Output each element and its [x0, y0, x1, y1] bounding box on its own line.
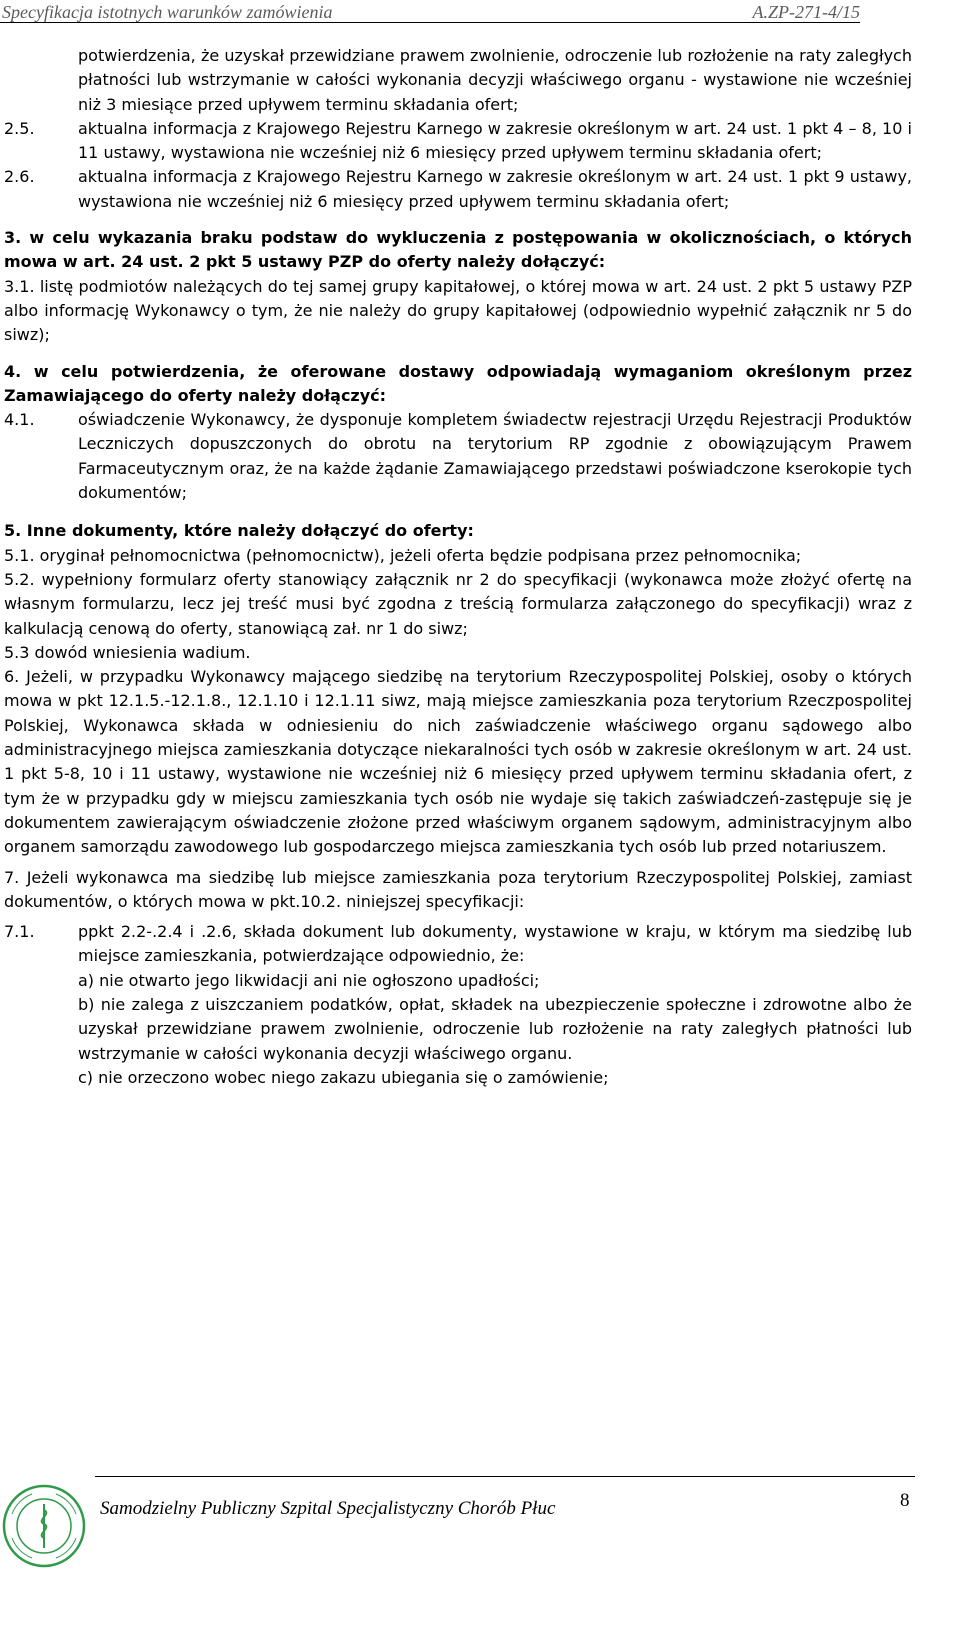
hospital-seal-logo: [2, 1484, 86, 1568]
item-4-1: [4, 408, 912, 505]
section-4-heading: 4. w celu potwierdzenia, że oferowane dostawy odpowiadają wymaganiom określonym przez Zamawiającego do oferty należy dołączyć:: [4, 361, 912, 405]
item-3-1: 3.1. listę podmiotów należących do tej samej grupy kapitałowej, o której mowa w art. 24 ust. 2 pkt 5 ustawy PZP albo informację Wykonawcy o tym, że nie należy do grupy kapitałowej (odpowiednio wypełnić załącznik nr 5 do siwz);: [4, 276, 912, 345]
item-text: aktualna informacja z Krajowego Rejestru Karnego w zakresie określonym w art. 24 ust. 1 pkt 9 ustawy, wystawiona nie wcześniej niż 6 miesięcy przed upływem terminu składania ofert;: [78, 167, 912, 211]
item-text: oświadczenie Wykonawcy, że dysponuje kompletem świadectw rejestracji Urzędu Rejestracji Produktów Leczniczych dopuszczonych do obrotu na terytorium RP zgodnie z obowiązującym Prawem Farmaceutycznym oraz, że na każde żądanie Zamawiającego przedstawi poświadczone kserokopie tych dokumentów;: [78, 410, 912, 503]
item-number: 4.1.: [4, 410, 35, 430]
item-7: 7. Jeżeli wykonawca ma siedzibę lub miejsce zamieszkania poza terytorium Rzeczypospolitej Polskiej, zamiast dokumentów, o których mowa w pkt.10.2. niniejszej specyfikacji:: [4, 867, 912, 911]
item-text: aktualna informacja z Krajowego Rejestru Karnego w zakresie określonym w art. 24 ust. 1 pkt 4 – 8, 10 i 11 ustawy, wystawiona nie wcześniej niż 6 miesięcy przed upływem terminu składania ofert;: [78, 118, 912, 163]
section-5-heading: 5. Inne dokumenty, które należy dołączyć do oferty:: [4, 521, 474, 541]
item-number: 7.1.: [4, 922, 35, 942]
item-2-6: [4, 165, 912, 214]
item-6: 6. Jeżeli, w przypadku Wykonawcy mającego siedzibę na terytorium Rzeczypospolitej Polskiej, osoby o których mowa w pkt 12.1.5.-12.1.8., 12.1.10 i 12.1.11 siwz, mają miejsce zamieszkania poza terytorium Rzeczpospolitej Polskiej, Wykonawca składa w odniesieniu do nich zaświadczenie właściwego organu sądowego albo administracyjnego miejsca zamieszkania dotyczące niekaralności tych osób w zakresie określonym w art. 24 ust. 1 pkt 5-8, 10 i 11 ustawy, wystawione nie wcześniej niż 6 miesięcy przed upływem terminu składania ofert, z tym że w przypadku gdy w miejscu zamieszkania tych osób nie wydaje się takich zaświadczeń-zastępuje się je dokumentem zawierającym oświadczenie złożone przed właściwym organem sądowym, administracyjnym albo organem samorządu zawodowego lub gospodarczego miejsca zamieszkania tych osób lub przed notariuszem.: [4, 667, 912, 857]
document-reference: A.ZP-271-4/15: [752, 2, 860, 22]
item-5-3: 5.3 dowód wniesienia wadium.: [4, 642, 251, 662]
footer-rule: [95, 1476, 915, 1477]
item-5-2: 5.2. wypełniony formularz oferty stanowiący załącznik nr 2 do specyfikacji (wykonawca może złożyć ofertę na własnym formularzu, lecz jej treść musi być zgodna z treścią formularza załączonego do specyfikacji) wraz z kalkulacją cenową do oferty, stanowiącą zał. nr 1 do siwz;: [4, 569, 912, 638]
item-7-1-c: c) nie orzeczono wobec niego zakazu ubiegania się o zamówienie;: [78, 1067, 609, 1087]
item-number: 2.5.: [4, 118, 35, 138]
footer-institution-name: Samodzielny Publiczny Szpital Specjalistyczny Chorób Płuc: [100, 1498, 556, 1519]
item-5-1: 5.1. oryginał pełnomocnictwa (pełnomocnictw), jeżeli oferta będzie podpisana przez pełnomocnika;: [4, 545, 802, 565]
document-title: Specyfikacja istotnych warunków zamówienia: [2, 2, 333, 22]
item-text: ppkt 2.2-.2.4 i .2.6, składa dokument lub dokumenty, wystawione w kraju, w którym ma siedzibę lub miejsce zamieszkania, potwierdzające odpowiednio, że:: [78, 922, 912, 966]
item-7-1-b: b) nie zalega z uiszczaniem podatków, opłat, składek na ubezpieczenie społeczne i zdrowotne albo że uzyskał przewidziane prawem zwolnienie, odroczenie lub rozłożenie na raty zaległych płatności lub wstrzymanie w całości wykonania decyzji właściwego organu.: [78, 994, 912, 1063]
paragraph-2-4-continuation: potwierdzenia, że uzyskał przewidziane prawem zwolnienie, odroczenie lub rozłożenie na raty zaległych płatności lub wstrzymanie w całości wykonania decyzji właściwego organu - wystawione nie wcześniej niż 3 miesiące przed upływem terminu składania ofert;: [78, 46, 912, 114]
page-number: 8: [900, 1490, 910, 1511]
header-rule: [0, 22, 860, 23]
page-footer: [0, 1476, 960, 1641]
item-7-1-a: a) nie otwarto jego likwidacji ani nie ogłoszono upadłości;: [78, 970, 540, 990]
item-2-5: [4, 117, 912, 166]
document-body: [4, 44, 912, 1090]
item-7-1: [4, 920, 912, 969]
section-3-heading: 3. w celu wykazania braku podstaw do wykluczenia z postępowania w okolicznościach, o których mowa w art. 24 ust. 2 pkt 5 ustawy PZP do oferty należy dołączyć:: [4, 228, 912, 272]
item-number: 2.6.: [4, 167, 35, 187]
page-header: [0, 0, 860, 22]
